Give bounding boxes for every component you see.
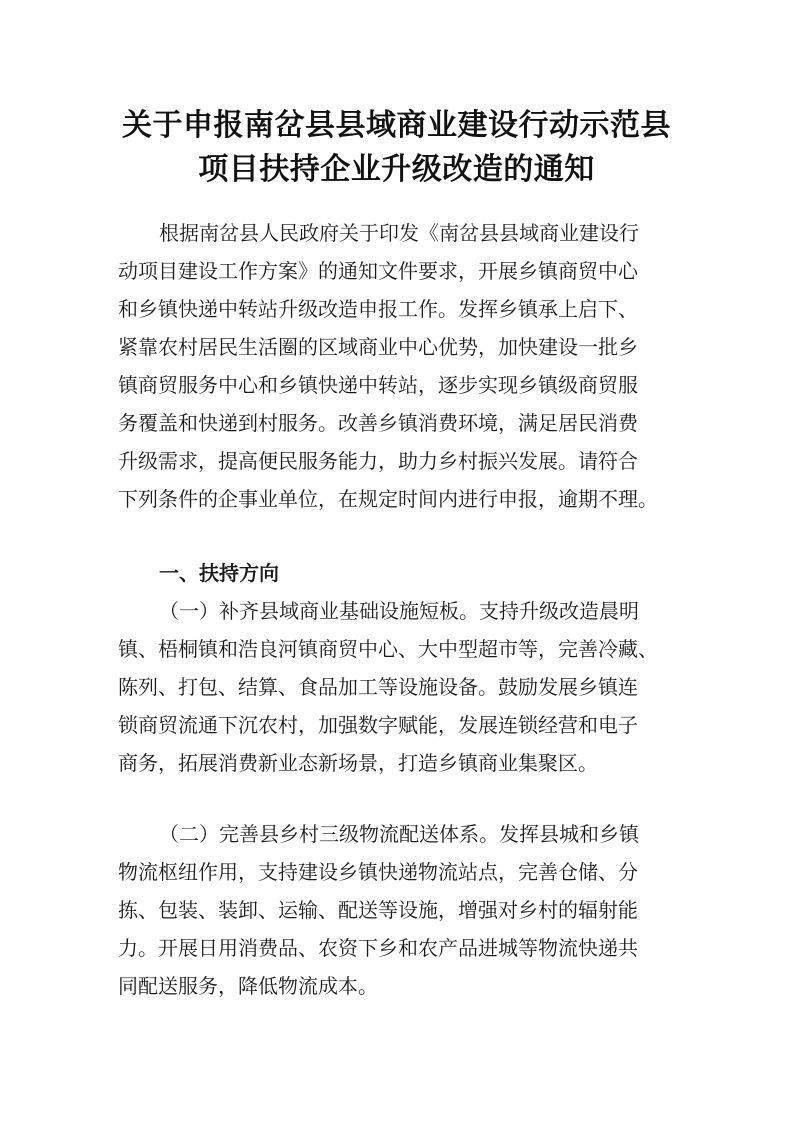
document-title-line-1: 关于申报南岔县县域商业建设行动示范县 [122, 108, 671, 143]
paragraph-line: 物流枢纽作用，支持建设乡镇快递物流站点，完善仓储、分 [118, 860, 638, 884]
paragraph-line: 下列条件的企事业单位，在规定时间内进行申报，逾期不理。 [118, 487, 658, 511]
paragraph-line: 镇商贸服务中心和乡镇快递中转站，逐步实现乡镇级商贸服 [118, 373, 638, 397]
paragraph-line: （一）补齐县域商业基础设施短板。支持升级改造晨明 [159, 599, 639, 623]
paragraph-line: 拣、包装、装卸、运输、配送等设施，增强对乡村的辐射能 [118, 898, 638, 922]
paragraph-line: （二）完善县乡村三级物流配送体系。发挥县城和乡镇 [159, 822, 639, 846]
paragraph-intro [118, 214, 678, 518]
paragraph-line: 紧靠农村居民生活圈的区域商业中心优势，加快建设一批乡 [118, 335, 638, 359]
paragraph-line: 务覆盖和快递到村服务。改善乡镇消费环境，满足居民消费 [118, 411, 638, 435]
paragraph-line: 动项目建设工作方案》的通知文件要求，开展乡镇商贸中心 [118, 259, 638, 283]
paragraph-line: 和乡镇快递中转站升级改造申报工作。发挥乡镇承上启下、 [118, 297, 638, 321]
paragraph-line: 同配送服务，降低物流成本。 [118, 974, 378, 998]
paragraph-line: 镇、梧桐镇和浩良河镇商贸中心、大中型超市等，完善冷藏、 [118, 637, 658, 661]
paragraph-logistics [118, 815, 678, 1005]
paragraph-line: 力。开展日用消费品、农资下乡和农产品进城等物流快递共 [118, 936, 638, 960]
paragraph-infrastructure [118, 592, 678, 782]
paragraph-line: 根据南岔县人民政府关于印发《南岔县县域商业建设行 [159, 221, 639, 245]
paragraph-line: 陈列、打包、结算、食品加工等设施设备。鼓励发展乡镇连 [118, 675, 638, 699]
section-heading-support-direction [118, 554, 678, 592]
paragraph-line: 升级需求，提高便民服务能力，助力乡村振兴发展。请符合 [118, 449, 638, 473]
paragraph-line: 锁商贸流通下沉农村，加强数字赋能，发展连锁经营和电子 [118, 713, 638, 737]
paragraph-line: 商务，拓展消费新业态新场景，打造乡镇商业集聚区。 [118, 751, 598, 775]
section-heading: 一、扶持方向 [159, 561, 279, 585]
document-title-line-2: 项目扶持企业升级改造的通知 [198, 152, 595, 187]
